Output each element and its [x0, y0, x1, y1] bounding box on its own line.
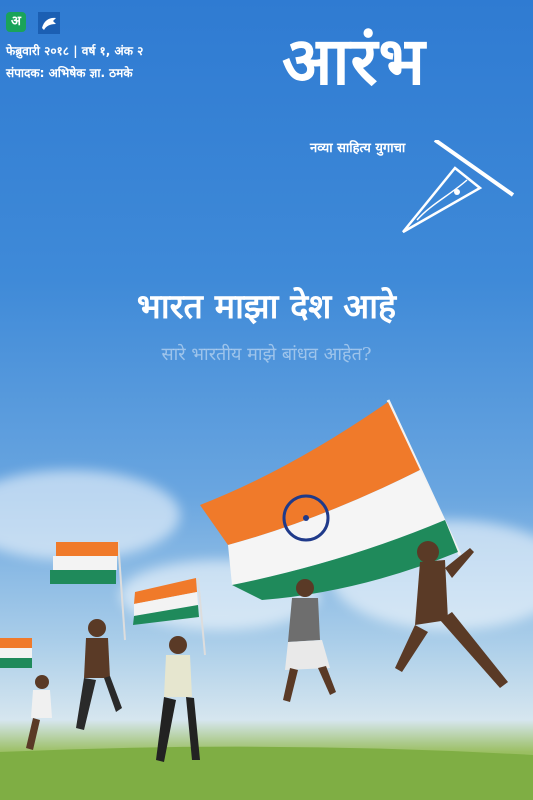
editor-line: संपादक: अभिषेक ज्ञा. ठमके — [6, 66, 133, 80]
issue-line: फेब्रुवारी २०१८ | वर्ष १, अंक २ — [6, 44, 144, 58]
masthead-title: आरंभ — [282, 22, 426, 100]
publisher-a-logo: अ — [6, 12, 26, 32]
pen-nib-icon — [395, 140, 520, 235]
grass-field — [0, 747, 533, 800]
cover-subheadline: सारे भारतीय माझे बांधव आहेत? — [161, 344, 372, 365]
cover-headline: भारत माझा देश आहे — [136, 287, 397, 327]
small-flag — [133, 578, 205, 655]
small-flag — [0, 638, 32, 668]
small-flag — [50, 540, 125, 640]
flag-scene — [0, 380, 533, 800]
masthead-tagline: नव्या साहित्य युगाचा — [310, 141, 406, 156]
publisher-logo-icon — [38, 12, 60, 34]
